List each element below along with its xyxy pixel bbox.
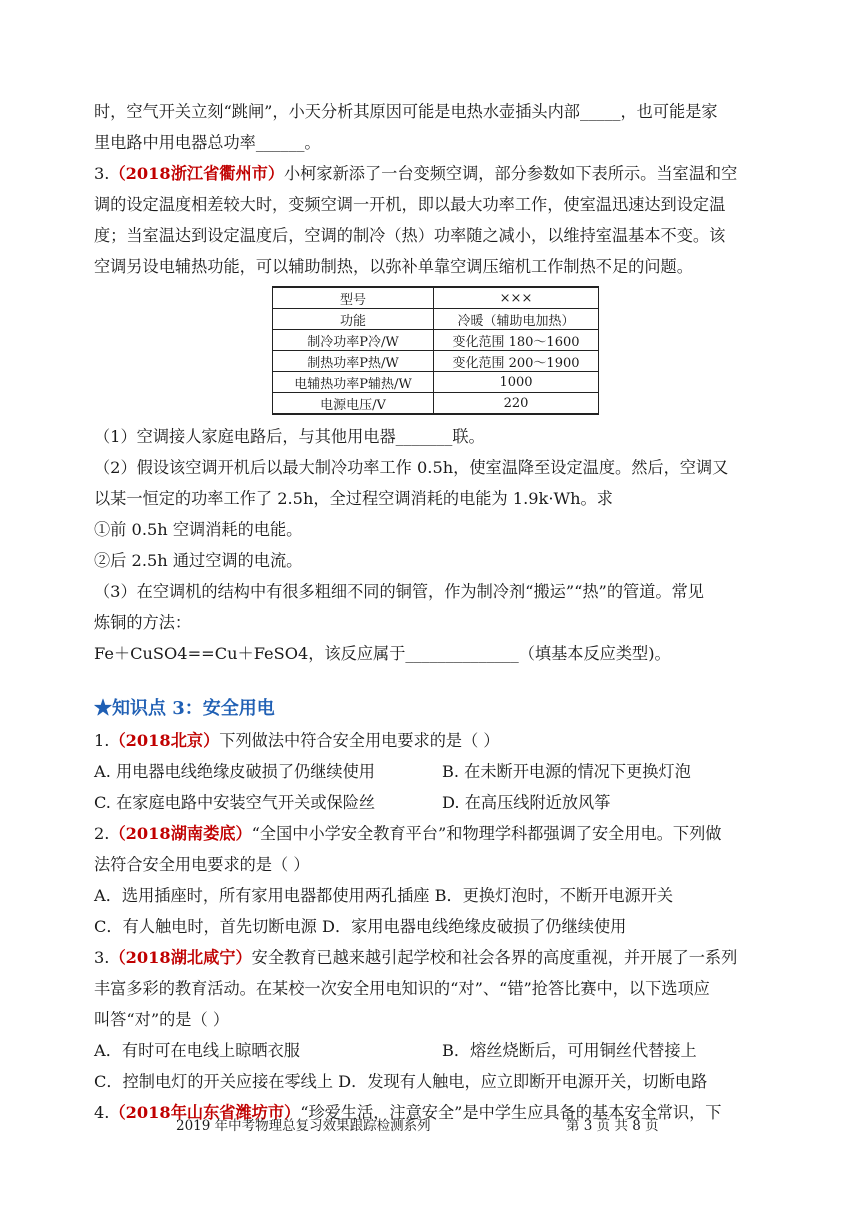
footer-series-title: 2019 年中考物理总复习效果跟踪检测系列: [176, 1118, 431, 1134]
question-number: 3.: [94, 948, 110, 967]
question-text: “全国中小学安全教育平台”和物理学科都强调了安全用电。下列做: [251, 824, 722, 843]
chemical-equation-line: Fe＋CuSO4==Cu＋FeSO4，该反应属于______________（填基本反应类型)。: [94, 644, 671, 663]
table-cell: 电源电压/V: [273, 393, 434, 415]
table-cell: 220: [434, 393, 599, 415]
sub-question: （3）在空调机的结构中有很多粗细不同的铜管，作为制冷剂“搬运”“热”的管道。常见: [94, 582, 704, 601]
table-row: [273, 330, 599, 351]
question-1-stem: [94, 725, 774, 756]
section-heading: ★知识点 3：安全用电: [94, 698, 275, 719]
question-text: “珍爱生活，注意安全”是中学生应具备的基本安全常识，下: [300, 1103, 722, 1122]
table-cell: 变化范围 180～1600: [434, 330, 599, 351]
text-line: ①前 0.5h 空调消耗的电能。: [94, 520, 303, 539]
aircon-parameter-table: [272, 286, 599, 415]
options-row: [94, 756, 774, 787]
text-line: 调的设定温度相差较大时，变频空调一开机，即以最大功率工作，使室温迅速达到设定温: [94, 195, 726, 214]
question-2-stem: [94, 818, 774, 849]
document-page: [94, 96, 774, 1128]
question-text: 安全教育已越来越引起学校和社会各界的高度重视，并开展了一系列: [251, 948, 738, 967]
question-number: 3.: [94, 164, 110, 183]
text-line: 度；当室温达到设定温度后，空调的制冷（热）功率随之减小，以维持室温基本不变。该: [94, 226, 726, 245]
footer-page-number: 第 3 页 共 8 页: [566, 1118, 659, 1134]
option-a: A. 用电器电线绝缘皮破损了仍继续使用: [94, 762, 375, 781]
table-row: [273, 351, 599, 372]
table-cell: 制热功率P热/W: [273, 351, 434, 372]
table-row: [273, 393, 599, 415]
question-source: （2018北京）: [109, 731, 220, 750]
question-source: （2018年山东省潍坊市）: [109, 1103, 301, 1122]
table-cell: 型号: [273, 287, 434, 309]
question-text: 小柯家新添了一台变频空调，部分参数如下表所示。当室温和空: [284, 164, 738, 183]
options-row: [94, 1035, 774, 1066]
text-line: 以某一恒定的功率工作了 2.5h，全过程空调消耗的电能为 1.9k·Wh。求: [94, 489, 613, 508]
options-row: [94, 787, 774, 818]
text-line: 里电路中用电器总功率______。: [94, 133, 321, 152]
table-cell: 冷暖（辅助电加热）: [434, 309, 599, 330]
option-b: B．熔丝烧断后，可用铜丝代替接上: [442, 1041, 697, 1060]
text-line: 丰富多彩的教育活动。在某校一次安全用电知识的“对”、“错”抢答比赛中，以下选项应: [94, 979, 710, 998]
question-number: 2.: [94, 824, 110, 843]
option-a: A．有时可在电线上晾晒衣服: [94, 1041, 300, 1060]
table-cell: 电辅热功率P辅热/W: [273, 372, 434, 393]
text-line: 时，空气开关立刻“跳闸”，小天分析其原因可能是电热水壶插头内部_____，也可能是家: [94, 102, 718, 121]
option-b: B. 在未断开电源的情况下更换灯泡: [442, 762, 691, 781]
question-number: 1.: [94, 731, 110, 750]
table-cell: ×××: [434, 287, 599, 309]
table-cell: 制冷功率P冷/W: [273, 330, 434, 351]
table-cell: 1000: [434, 372, 599, 393]
text-line: 法符合安全用电要求的是（ ）: [94, 855, 310, 874]
option-d: D. 在高压线附近放风筝: [442, 793, 611, 812]
option-c: C. 在家庭电路中安装空气开关或保险丝: [94, 793, 376, 812]
question-source: （2018湖南娄底）: [109, 824, 252, 843]
sub-question: （1）空调接人家庭电路后，与其他用电器_______联。: [94, 427, 485, 446]
question-3-stem: [94, 158, 774, 189]
question-text: 下列做法中符合安全用电要求的是（ ）: [219, 731, 500, 750]
sub-question: （2）假设该空调开机后以最大制冷功率工作 0.5h，使室温降至设定温度。然后，空调又: [94, 458, 729, 477]
options-row: C．控制电灯的开关应接在零线上 D．发现有人触电，应立即断开电源开关，切断电路: [94, 1072, 708, 1091]
options-row: A．选用插座时，所有家用电器都使用两孔插座 B．更换灯泡时，不断开电源开关: [94, 886, 674, 905]
text-line: ②后 2.5h 通过空调的电流。: [94, 551, 303, 570]
table-cell: 变化范围 200～1900: [434, 351, 599, 372]
text-line: 叫答“对”的是（ ）: [94, 1010, 230, 1029]
text-line: 炼铜的方法：: [94, 613, 192, 632]
options-row: C．有人触电时，首先切断电源 D．家用电器电线绝缘皮破损了仍继续使用: [94, 917, 627, 936]
table-cell: 功能: [273, 309, 434, 330]
question-source: （2018浙江省衢州市）: [109, 164, 285, 183]
question-number: 4.: [94, 1103, 110, 1122]
question-3-safety-stem: [94, 942, 774, 973]
question-source: （2018湖北咸宁）: [109, 948, 252, 967]
text-line: 空调另设电辅热功能，可以辅助制热，以弥补单靠空调压缩机工作制热不足的问题。: [94, 257, 693, 276]
table-row: [273, 287, 599, 309]
table-row: [273, 372, 599, 393]
table-row: [273, 309, 599, 330]
